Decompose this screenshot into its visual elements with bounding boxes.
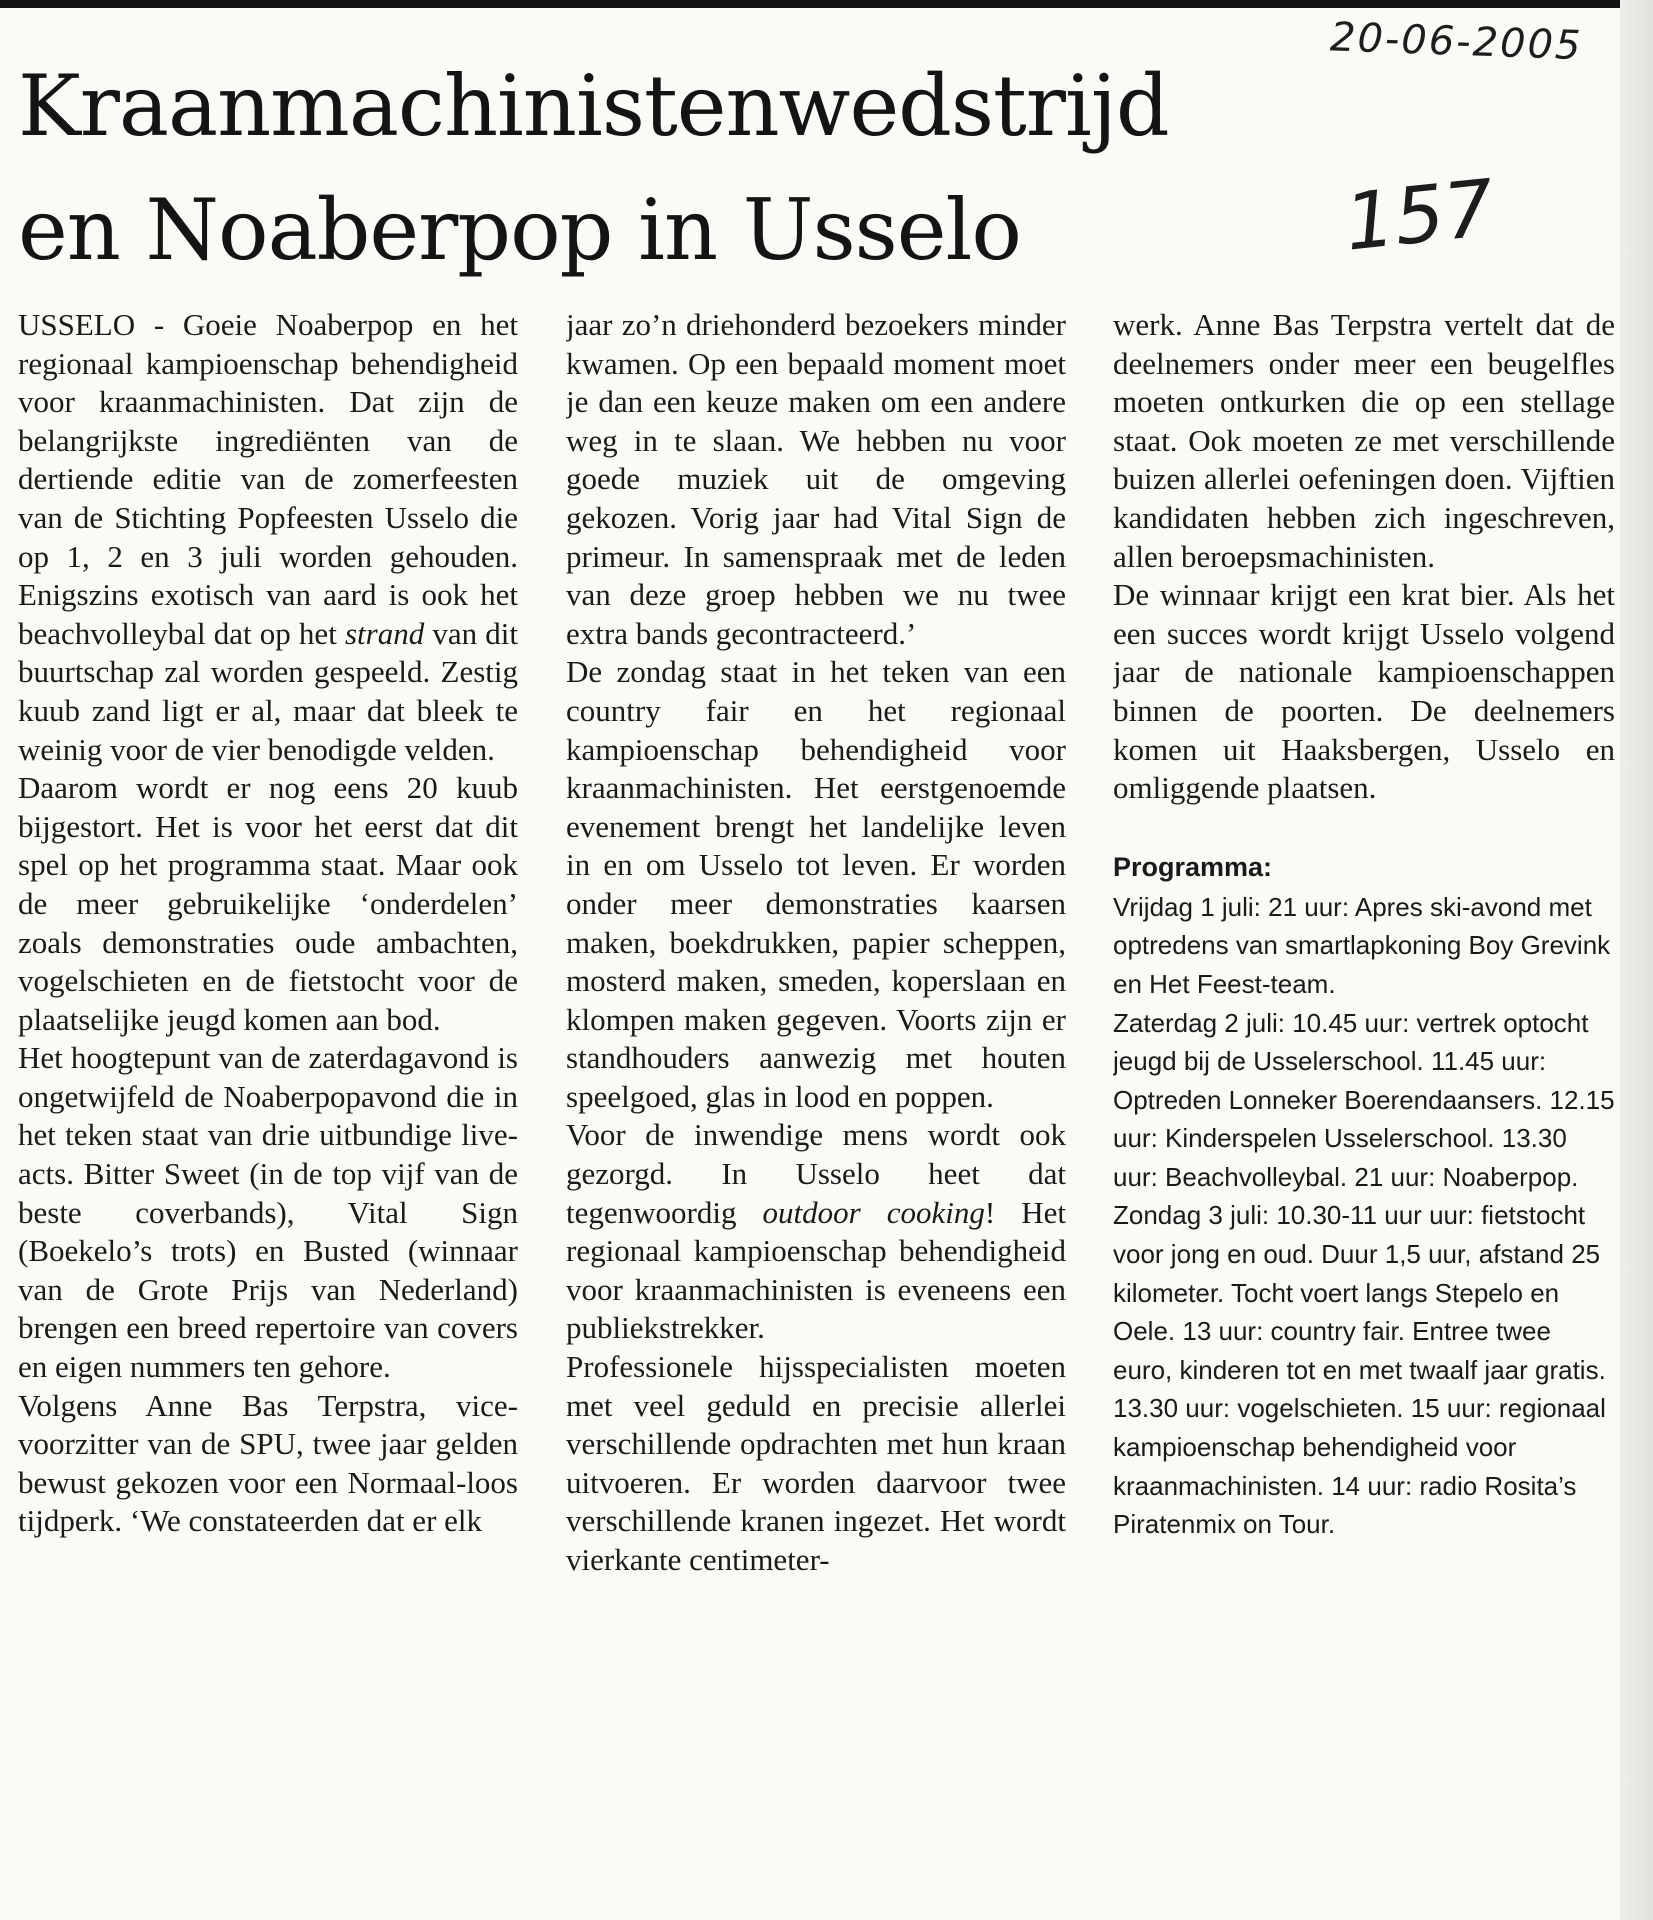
- food-text-tail: ! Het regionaal kampioenschap behendigheid voor kraanmachinisten is eveneens een publiekstrekker.: [566, 1194, 1066, 1346]
- handwritten-date: 20-06-2005: [1329, 14, 1584, 70]
- intro-text: USSELO - Goeie Noaberpop en het regionaal kampioenschap behendigheid voor kraanmachinisten. Dat zijn de belangrijkste ingrediënten van de dertiende editie van de zomerfeesten van de Stichting Popfeesten Usselo die op 1, 2 en 3 juli worden gehouden. Enigszins exotisch van aard is ook het beachvolleybal dat op het: [18, 307, 518, 651]
- intro-text-tail: van dit buurtschap zal worden gespeeld. Zestig kuub zand ligt er al, maar dat bleek te weinig voor de vier benodigde velden.: [18, 615, 518, 767]
- paragraph-professionals: Professionele hijsspecialisten moeten met veel geduld en precisie allerlei verschillende opdrachten met hun kraan uitvoeren. Er worden daarvoor twee verschillende kranen ingezet. Het wordt vierkante centimeter-: [566, 1349, 1066, 1577]
- adjacent-page-edge: [1620, 0, 1653, 1920]
- paragraph-quote: jaar zo’n driehonderd bezoekers minder kwamen. Op een bepaald moment moet je dan een keuze maken om een andere weg in te slaan. We hebben nu voor goede muziek uit de omgeving gekozen. Vorig jaar had Vital Sign de primeur. In samenspraak met de leden van deze groep hebben we nu twee extra bands gecontracteerd.’: [566, 307, 1066, 651]
- intro-emphasis: strand: [344, 615, 425, 651]
- article-column-1: [18, 306, 518, 1866]
- food-text: Voor de inwendige mens wordt ook gezorgd. In Usselo heet dat tegenwoordig: [566, 1117, 1066, 1230]
- paragraph-sand: Daarom wordt er nog eens 20 kuub bijgestort. Het is voor het eerst dat dit spel op het programma staat. Maar ook de meer gebruikelijke ‘onderdelen’ zoals demonstraties oude ambachten, vogelschieten en de fietstocht voor de plaatselijke jeugd komen aan bod.: [18, 770, 518, 1037]
- programme-sunday: Zondag 3 juli: 10.30-11 uur uur: fietstocht voor jong en oud. Duur 1,5 uur, afstand 25 kilometer. Tocht voert langs Stepelo en Oele. 13 uur: country fair. Entree twee euro, kinderen tot en met twaalf jaar gratis. 13.30 uur: vogelschieten. 15 uur: regionaal kampioenschap behendigheid voor kraanmachinisten. 14 uur: radio Rosita’s Piratenmix on Tour.: [1113, 1200, 1606, 1540]
- top-border: [0, 0, 1653, 8]
- paragraph-food: [566, 1116, 1066, 1348]
- food-emphasis: outdoor cooking: [762, 1194, 985, 1230]
- paragraph-terpstra: Volgens Anne Bas Terpstra, vice-voorzitter van de SPU, twee jaar gelden bewust gekozen voor een Normaal-loos tijdperk. ‘We constateerden dat er elk: [18, 1387, 518, 1539]
- headline-line-2: en Noaberpop in Usselo: [18, 181, 1021, 279]
- programme-friday: Vrijdag 1 juli: 21 uur: Apres ski-avond met optredens van smartlapkoning Boy Grevink en Het Feest-team.: [1113, 891, 1611, 999]
- article-column-2: [566, 306, 1066, 1866]
- programme-box: [1113, 848, 1615, 1544]
- paragraph-contest: werk. Anne Bas Terpstra vertelt dat de deelnemers onder meer een beugelfles moeten ontkurken die op een stellage staat. Ook moeten ze met verschillende buizen allerlei oefeningen doen. Vijftien kandidaten hebben zich ingeschreven, allen beroepsmachinisten.: [1113, 307, 1615, 574]
- paragraph-sunday: De zondag staat in het teken van een country fair en het regionaal kampioenschap behendigheid voor kraanmachinisten. Het eerstgenoemde evenement brengt het landelijke leven in en om Usselo tot leven. Er worden onder meer demonstraties kaarsen maken, boekdrukken, papier scheppen, mosterd maken, smeden, koperslaan en klompen maken gegeven. Voorts zijn er standhouders aanwezig met houten speelgoed, glas in lood en poppen.: [566, 654, 1066, 1114]
- paragraph-winner: De winnaar krijgt een krat bier. Als het een succes wordt krijgt Usselo volgend jaar de nationale kampioenschappen binnen de poorten. De deelnemers komen uit Haaksbergen, Usselo en omliggende plaatsen.: [1113, 577, 1615, 806]
- programme-title: Programma:: [1113, 851, 1273, 882]
- article-column-3: [1113, 306, 1615, 1866]
- handwritten-number: 157: [1340, 163, 1499, 269]
- paragraph-highlight: Het hoogtepunt van de zaterdagavond is ongetwijfeld de Noaberpopavond die in het teken staat van drie uitbundige live-acts. Bitter Sweet (in de top vijf van de beste coverbands), Vital Sign (Boekelo’s trots) en Busted (winnaar van de Grote Prijs van Nederland) brengen een breed repertoire van covers en eigen nummers ten gehore.: [18, 1040, 518, 1385]
- article-headline: [18, 44, 1328, 292]
- paragraph-intro: [18, 306, 518, 769]
- programme-saturday: Zaterdag 2 juli: 10.45 uur: vertrek optocht jeugd bij de Usselerschool. 11.45 uur: Optreden Lonneker Boerendaansers. 12.15 uur: Kinderspelen Usselerschool. 13.30 uur: Beachvolleybal. 21 uur: Noaberpop.: [1113, 1007, 1615, 1192]
- headline-line-1: Kraanmachinistenwedstrijd: [18, 57, 1169, 155]
